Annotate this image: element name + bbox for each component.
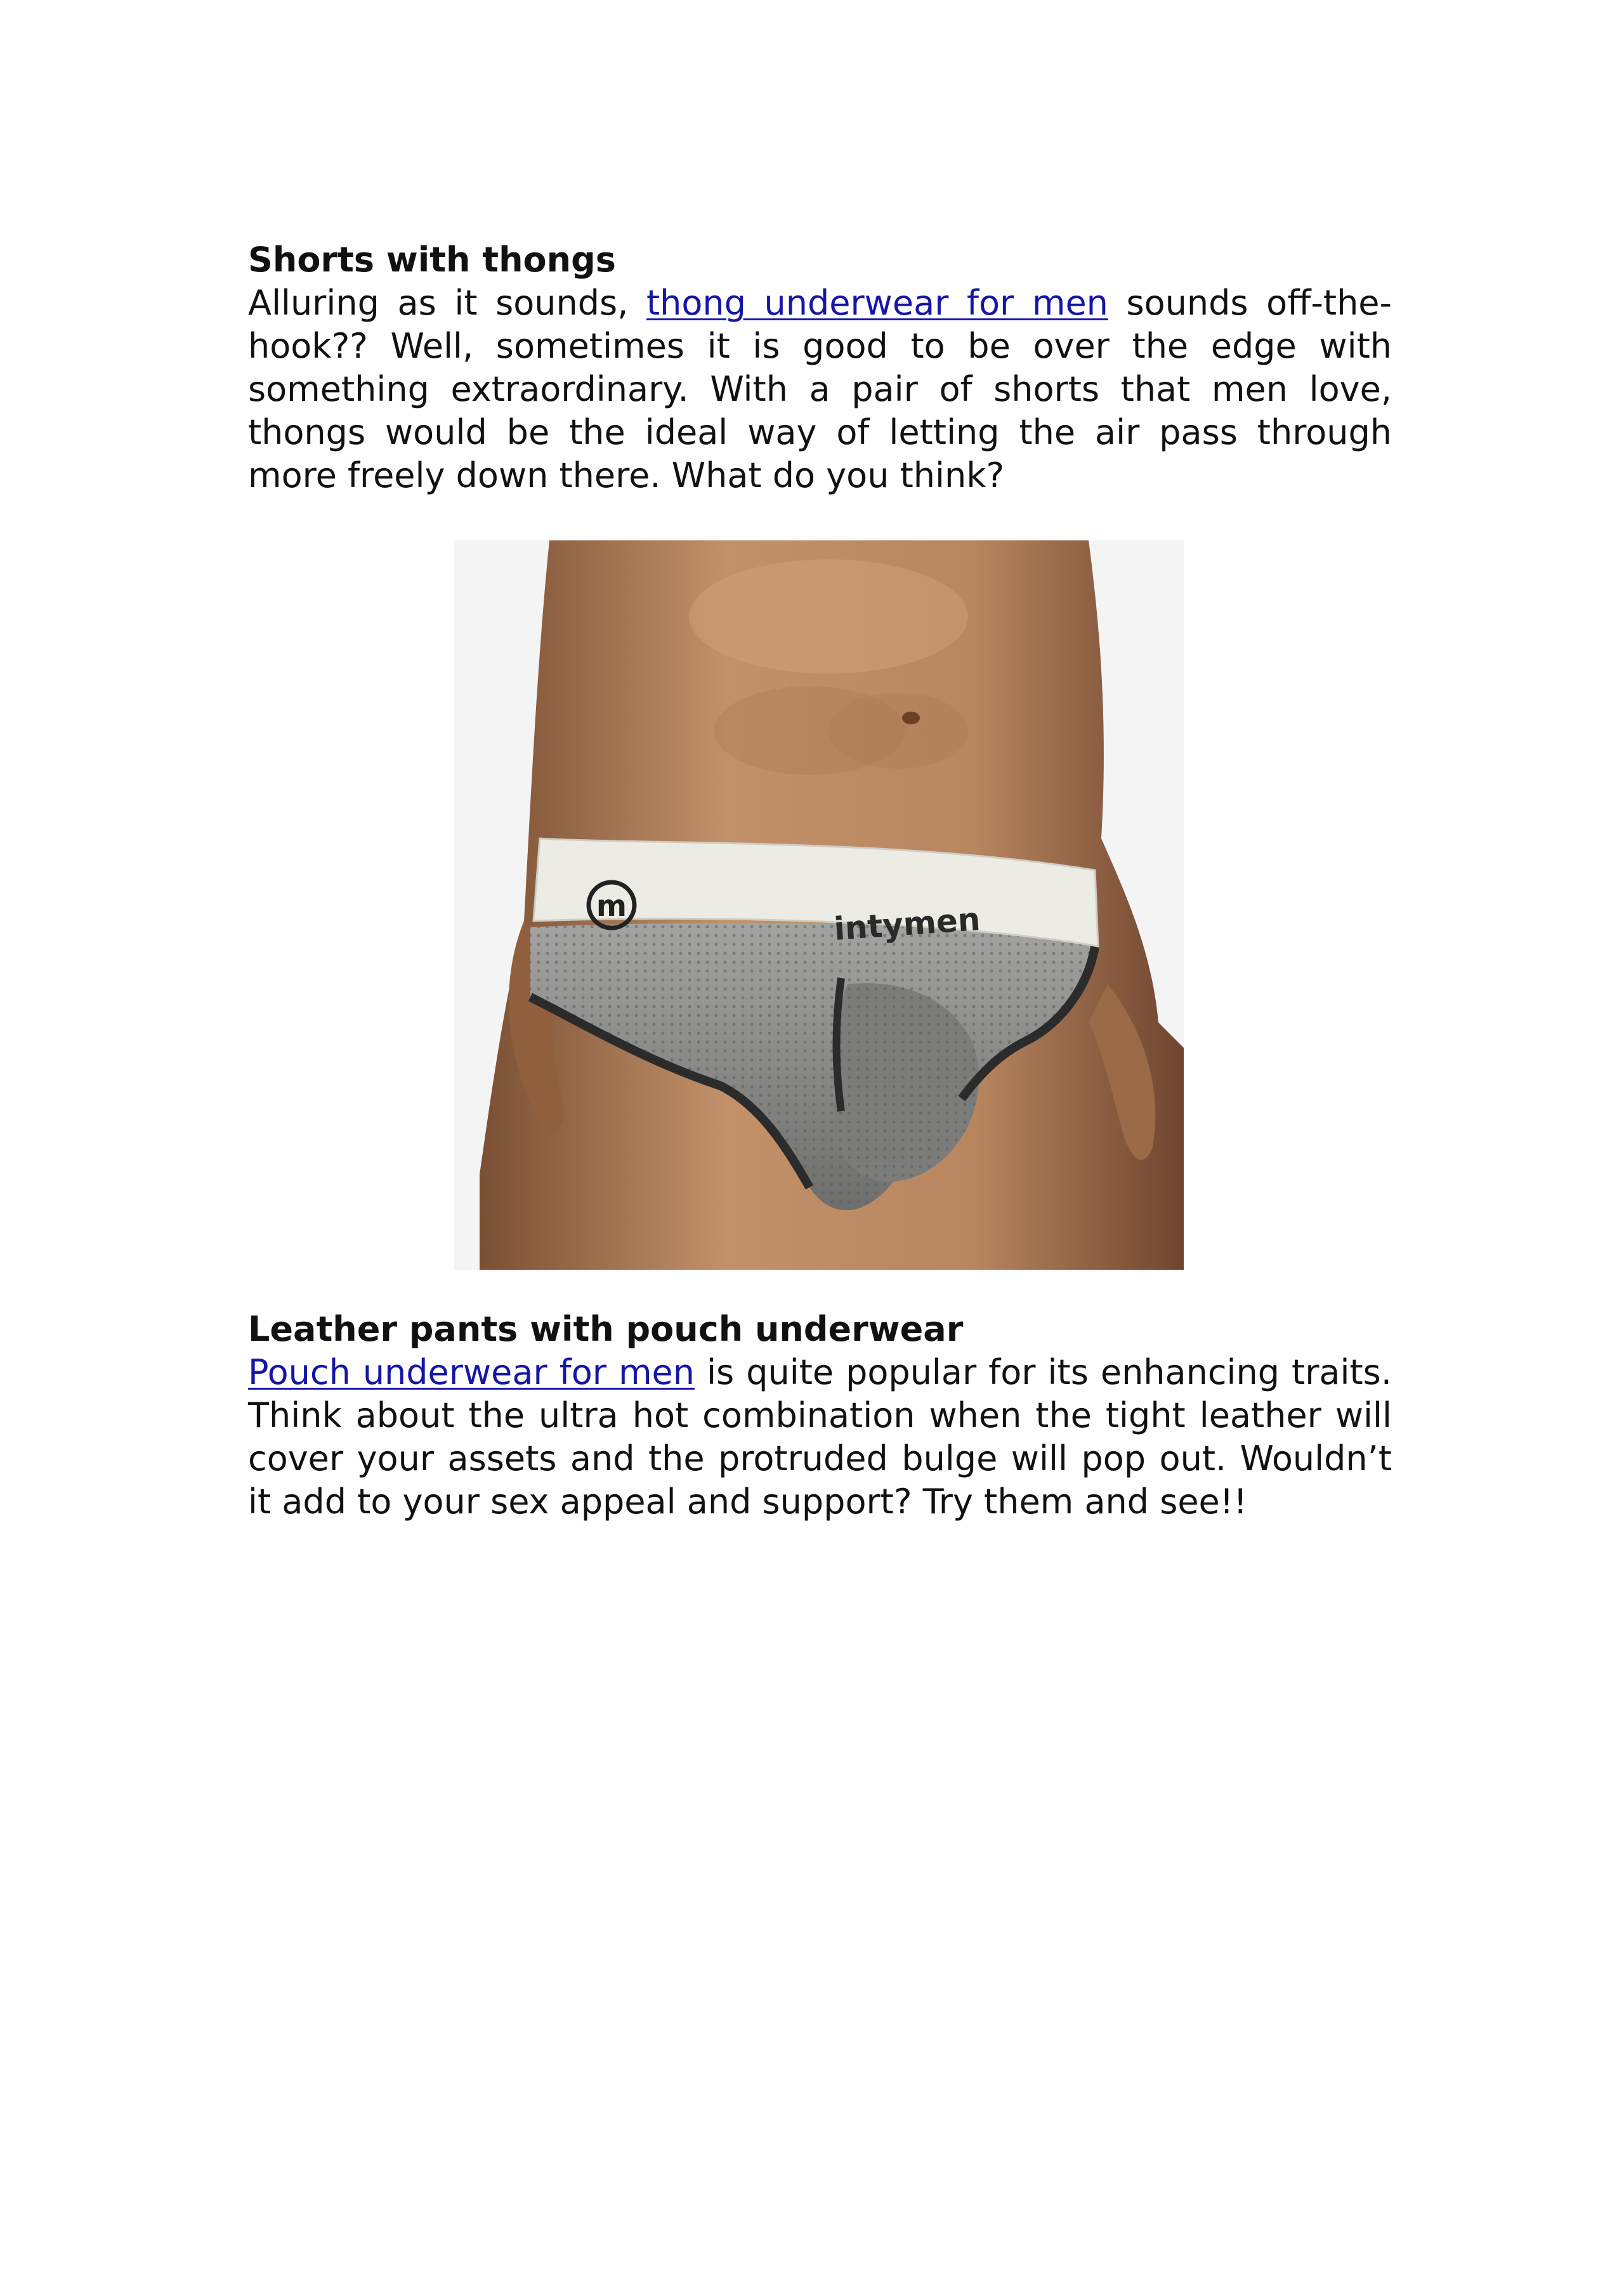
brand-wordmark: intymen	[832, 901, 982, 948]
brand-logo-mark: m	[596, 889, 627, 923]
product-photo	[454, 540, 1184, 1270]
paragraph-text: Alluring as it sounds,	[248, 283, 646, 323]
paragraph-text: is quite popular for its enhancing traits. Think about the ultra hot combination when the tight leather will cover your assets and the protruded bulge will pop out. Wouldn’t it add to your sex appeal and support? Try them and see!!	[248, 1352, 1392, 1522]
section-paragraph	[248, 1351, 1392, 1523]
underwear-model-illustration	[454, 540, 1184, 1270]
section-shorts-with-thongs	[248, 238, 1392, 497]
navel	[902, 712, 920, 724]
section-heading: Leather pants with pouch underwear	[248, 1309, 964, 1349]
section-heading: Shorts with thongs	[248, 240, 616, 280]
paragraph-text: sounds off-the-hook?? Well, sometimes it is good to be over the edge with something extraordinary. With a pair of shorts that men love, thongs would be the ideal way of letting the air pass through more freely down there. What do you think?	[248, 283, 1392, 495]
pouch-underwear-link[interactable]: Pouch underwear for men	[248, 1352, 695, 1392]
section-leather-pants	[248, 1308, 1392, 1523]
thong-underwear-link[interactable]: thong underwear for men	[646, 283, 1108, 323]
section-paragraph	[248, 282, 1392, 497]
